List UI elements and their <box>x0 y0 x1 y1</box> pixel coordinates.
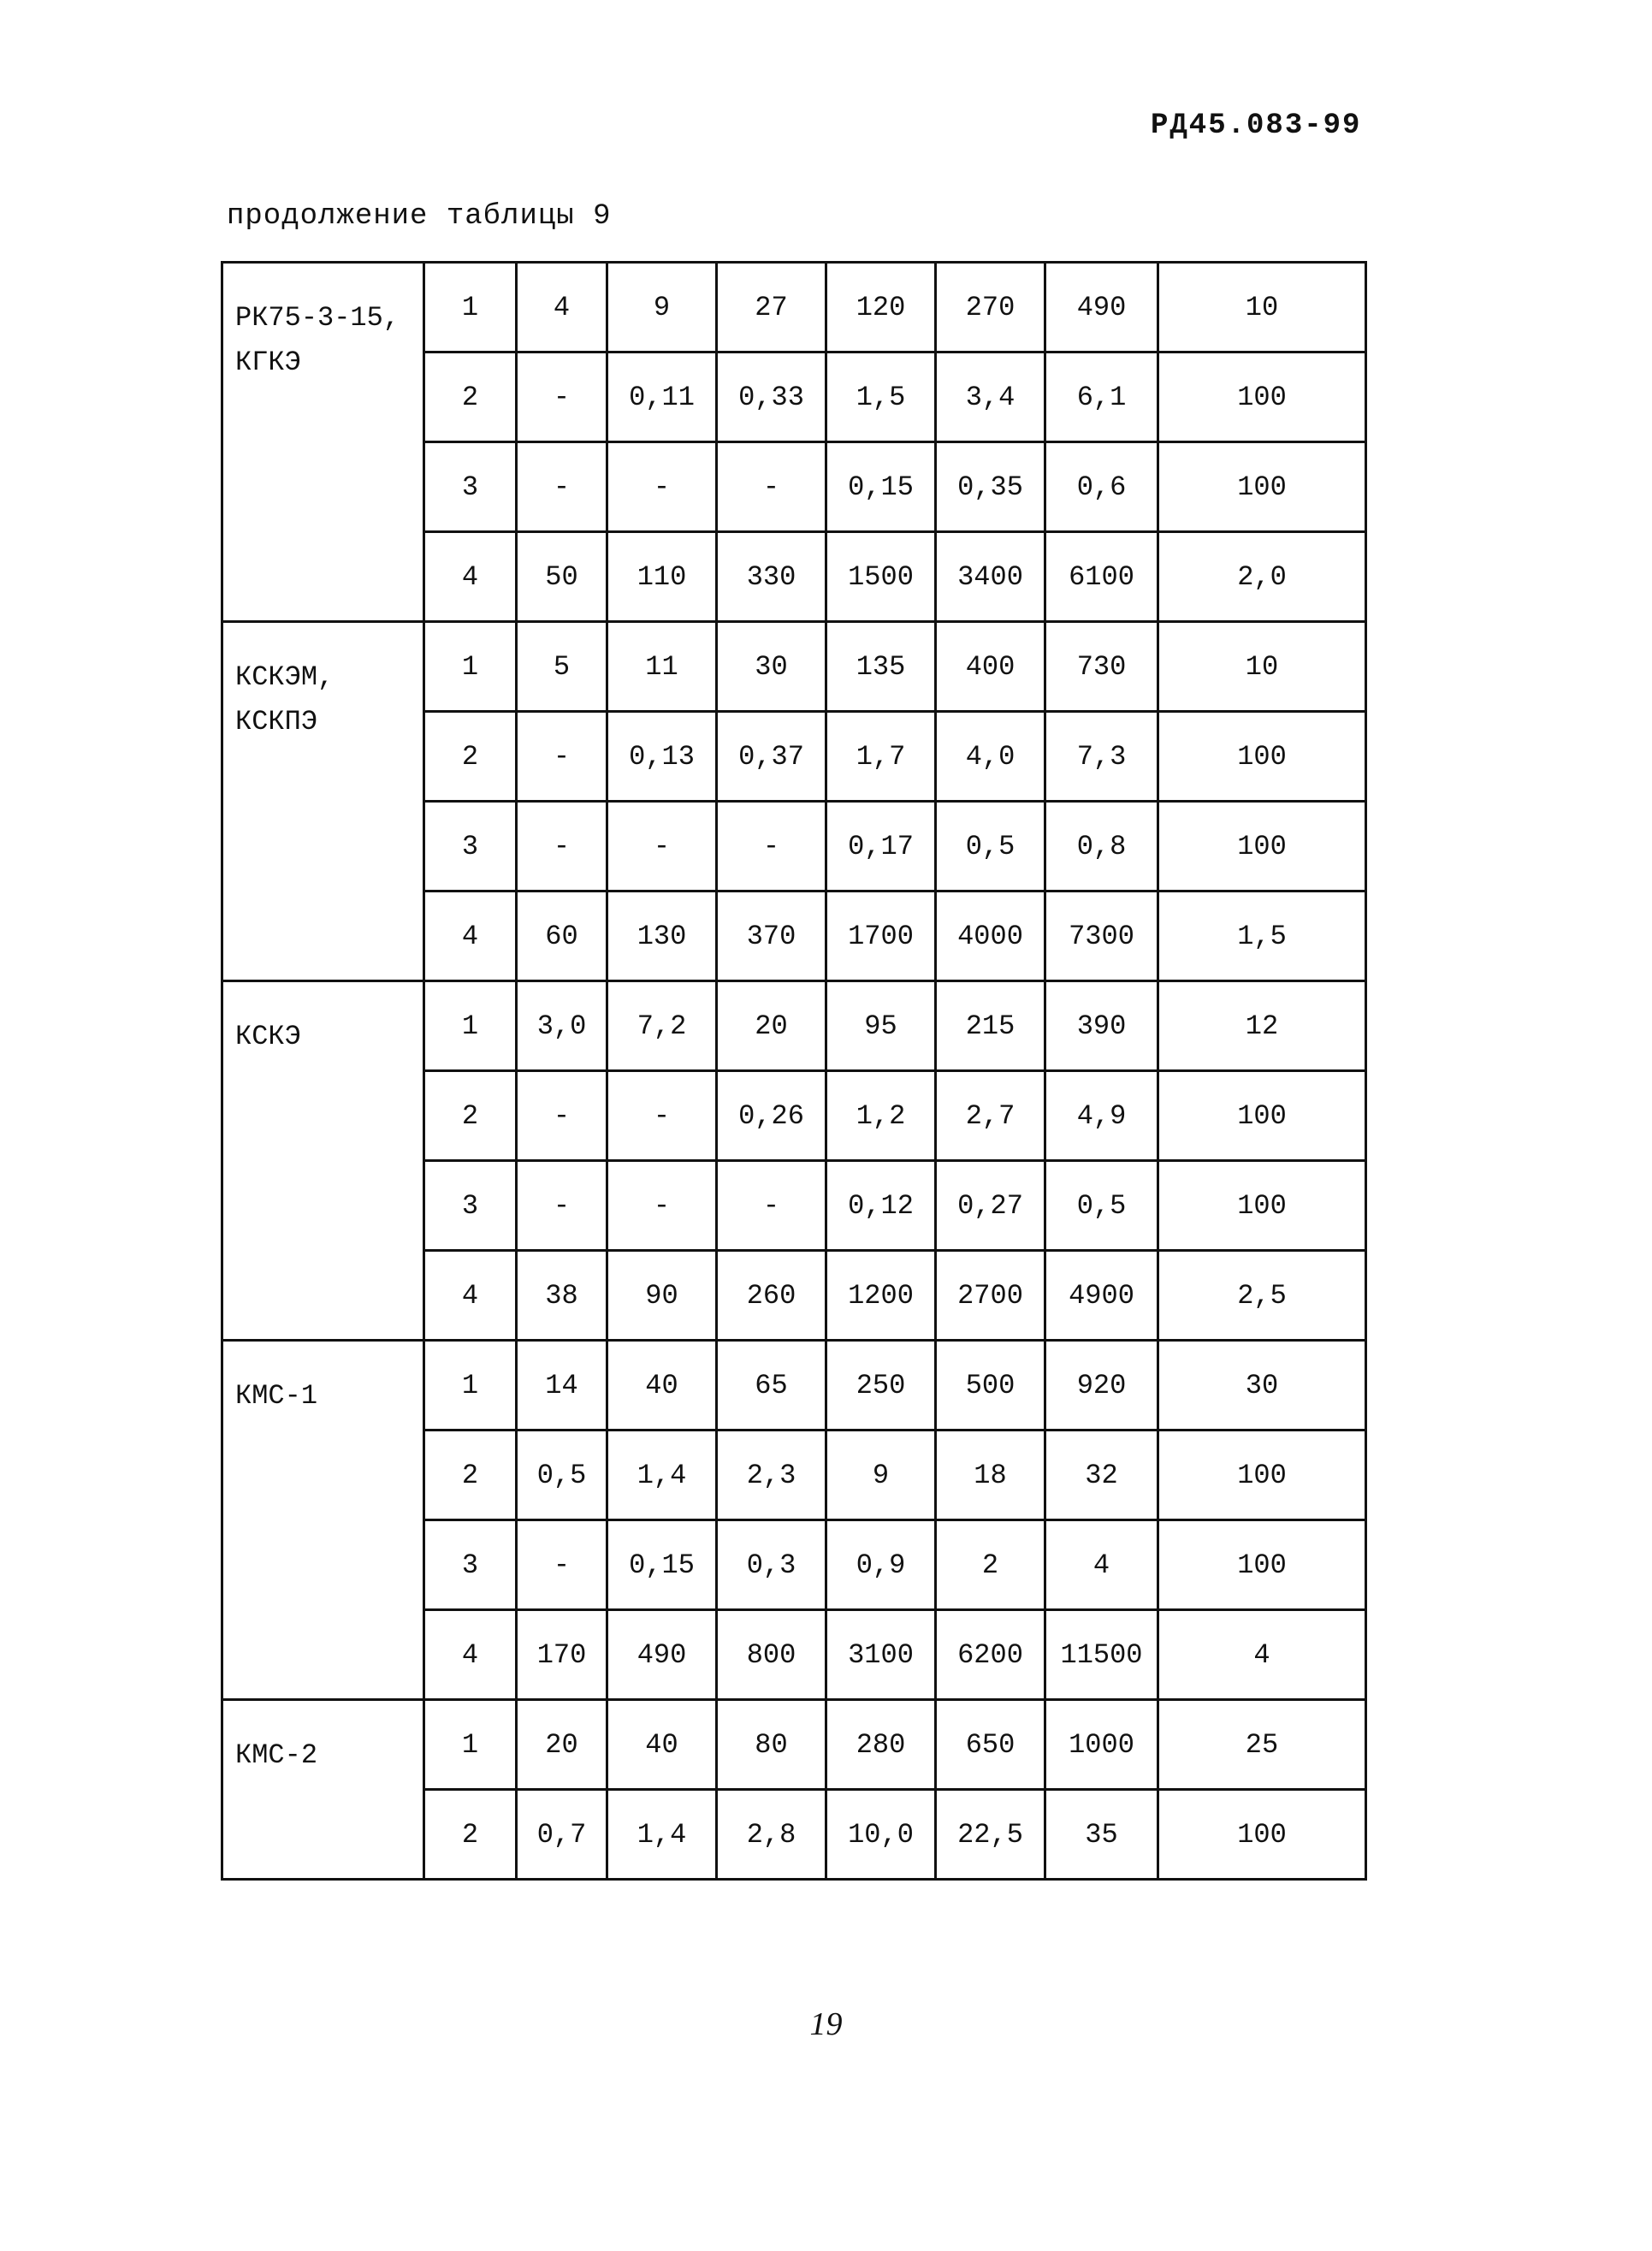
value-cell: 0,17 <box>826 802 936 892</box>
value-cell: 215 <box>936 981 1045 1071</box>
value-cell: 6100 <box>1045 532 1158 622</box>
value-cell: 280 <box>826 1700 936 1790</box>
value-cell: 40 <box>607 1341 717 1431</box>
value-cell: 18 <box>936 1431 1045 1520</box>
value-cell: - <box>517 1520 607 1610</box>
value-cell: 80 <box>717 1700 826 1790</box>
table-row <box>222 622 1366 712</box>
value-cell: - <box>517 802 607 892</box>
value-cell: 490 <box>1045 263 1158 352</box>
row-index-cell: 1 <box>424 263 517 352</box>
value-cell: 1,5 <box>826 352 936 442</box>
value-cell: 95 <box>826 981 936 1071</box>
value-cell: 6200 <box>936 1610 1045 1700</box>
value-cell: 390 <box>1045 981 1158 1071</box>
value-cell: - <box>607 1071 717 1161</box>
row-index-cell: 4 <box>424 1610 517 1700</box>
value-cell: 1000 <box>1045 1700 1158 1790</box>
value-cell: 400 <box>936 622 1045 712</box>
value-cell: 100 <box>1158 712 1366 802</box>
value-cell: 100 <box>1158 1431 1366 1520</box>
value-cell: - <box>517 442 607 532</box>
value-cell: 1,5 <box>1158 892 1366 981</box>
value-cell: 0,33 <box>717 352 826 442</box>
row-index-cell: 3 <box>424 1161 517 1251</box>
cable-type-cell: РК75-3-15, КГКЭ <box>222 263 424 622</box>
value-cell: 3,4 <box>936 352 1045 442</box>
value-cell: 500 <box>936 1341 1045 1431</box>
value-cell: 7,2 <box>607 981 717 1071</box>
value-cell: 4,9 <box>1045 1071 1158 1161</box>
cable-type-cell: КМС-2 <box>222 1700 424 1880</box>
value-cell: 1,4 <box>607 1431 717 1520</box>
table-caption: продолжение таблицы 9 <box>227 200 612 233</box>
value-cell: 90 <box>607 1251 717 1341</box>
value-cell: 20 <box>517 1700 607 1790</box>
value-cell: 100 <box>1158 802 1366 892</box>
value-cell: 650 <box>936 1700 1045 1790</box>
value-cell: 0,8 <box>1045 802 1158 892</box>
value-cell: 10,0 <box>826 1790 936 1880</box>
row-index-cell: 4 <box>424 1251 517 1341</box>
value-cell: 920 <box>1045 1341 1158 1431</box>
value-cell: - <box>517 1161 607 1251</box>
value-cell: 0,15 <box>607 1520 717 1610</box>
value-cell: 6,1 <box>1045 352 1158 442</box>
value-cell: 60 <box>517 892 607 981</box>
value-cell: 0,6 <box>1045 442 1158 532</box>
data-table <box>221 261 1367 1881</box>
value-cell: 3400 <box>936 532 1045 622</box>
table-row <box>222 1700 1366 1790</box>
value-cell: 4 <box>1158 1610 1366 1700</box>
value-cell: 4 <box>517 263 607 352</box>
table-body <box>222 263 1366 1880</box>
table-row <box>222 1341 1366 1431</box>
value-cell: 3100 <box>826 1610 936 1700</box>
value-cell: 38 <box>517 1251 607 1341</box>
value-cell: 0,27 <box>936 1161 1045 1251</box>
row-index-cell: 3 <box>424 442 517 532</box>
value-cell: 100 <box>1158 1520 1366 1610</box>
value-cell: - <box>607 1161 717 1251</box>
value-cell: 100 <box>1158 1071 1366 1161</box>
value-cell: 40 <box>607 1700 717 1790</box>
value-cell: 10 <box>1158 263 1366 352</box>
row-index-cell: 1 <box>424 1341 517 1431</box>
value-cell: 260 <box>717 1251 826 1341</box>
value-cell: 800 <box>717 1610 826 1700</box>
cable-type-cell: КСКЭМ, КСКПЭ <box>222 622 424 981</box>
value-cell: 270 <box>936 263 1045 352</box>
row-index-cell: 1 <box>424 1700 517 1790</box>
row-index-cell: 2 <box>424 1431 517 1520</box>
row-index-cell: 2 <box>424 352 517 442</box>
value-cell: 1500 <box>826 532 936 622</box>
value-cell: 490 <box>607 1610 717 1700</box>
value-cell: 4,0 <box>936 712 1045 802</box>
value-cell: 2,8 <box>717 1790 826 1880</box>
value-cell: 27 <box>717 263 826 352</box>
value-cell: 22,5 <box>936 1790 1045 1880</box>
value-cell: 9 <box>826 1431 936 1520</box>
value-cell: 0,7 <box>517 1790 607 1880</box>
value-cell: 0,11 <box>607 352 717 442</box>
value-cell: 0,37 <box>717 712 826 802</box>
value-cell: 110 <box>607 532 717 622</box>
value-cell: 135 <box>826 622 936 712</box>
value-cell: 1700 <box>826 892 936 981</box>
value-cell: 0,26 <box>717 1071 826 1161</box>
table-row <box>222 981 1366 1071</box>
value-cell: 2,7 <box>936 1071 1045 1161</box>
value-cell: 2,0 <box>1158 532 1366 622</box>
value-cell: 0,12 <box>826 1161 936 1251</box>
value-cell: 2 <box>936 1520 1045 1610</box>
value-cell: 4900 <box>1045 1251 1158 1341</box>
value-cell: 100 <box>1158 1790 1366 1880</box>
value-cell: 65 <box>717 1341 826 1431</box>
value-cell: 170 <box>517 1610 607 1700</box>
value-cell: 120 <box>826 263 936 352</box>
value-cell: - <box>717 802 826 892</box>
value-cell: 730 <box>1045 622 1158 712</box>
value-cell: 370 <box>717 892 826 981</box>
value-cell: 30 <box>1158 1341 1366 1431</box>
row-index-cell: 4 <box>424 532 517 622</box>
row-index-cell: 3 <box>424 802 517 892</box>
value-cell: - <box>517 352 607 442</box>
value-cell: - <box>717 1161 826 1251</box>
row-index-cell: 1 <box>424 622 517 712</box>
value-cell: 130 <box>607 892 717 981</box>
value-cell: 2,3 <box>717 1431 826 1520</box>
document-code: РД45.083-99 <box>1151 110 1362 142</box>
value-cell: 7,3 <box>1045 712 1158 802</box>
value-cell: - <box>607 802 717 892</box>
value-cell: 100 <box>1158 352 1366 442</box>
value-cell: 0,3 <box>717 1520 826 1610</box>
value-cell: 30 <box>717 622 826 712</box>
value-cell: 1,2 <box>826 1071 936 1161</box>
value-cell: 1,4 <box>607 1790 717 1880</box>
value-cell: 20 <box>717 981 826 1071</box>
value-cell: 5 <box>517 622 607 712</box>
value-cell: 0,5 <box>1045 1161 1158 1251</box>
table-row <box>222 263 1366 352</box>
value-cell: 1,7 <box>826 712 936 802</box>
cable-type-cell: КМС-1 <box>222 1341 424 1700</box>
row-index-cell: 2 <box>424 1790 517 1880</box>
value-cell: 7300 <box>1045 892 1158 981</box>
row-index-cell: 2 <box>424 1071 517 1161</box>
value-cell: - <box>517 712 607 802</box>
value-cell: 3,0 <box>517 981 607 1071</box>
page-number: 19 <box>809 2006 843 2042</box>
row-index-cell: 4 <box>424 892 517 981</box>
value-cell: 250 <box>826 1341 936 1431</box>
value-cell: 0,13 <box>607 712 717 802</box>
value-cell: 9 <box>607 263 717 352</box>
value-cell: 1200 <box>826 1251 936 1341</box>
row-index-cell: 1 <box>424 981 517 1071</box>
row-index-cell: 3 <box>424 1520 517 1610</box>
cable-type-cell: КСКЭ <box>222 981 424 1341</box>
value-cell: 11500 <box>1045 1610 1158 1700</box>
value-cell: 32 <box>1045 1431 1158 1520</box>
value-cell: 0,9 <box>826 1520 936 1610</box>
value-cell: 11 <box>607 622 717 712</box>
value-cell: 10 <box>1158 622 1366 712</box>
value-cell: 2,5 <box>1158 1251 1366 1341</box>
value-cell: 0,5 <box>517 1431 607 1520</box>
value-cell: 0,5 <box>936 802 1045 892</box>
value-cell: - <box>517 1071 607 1161</box>
value-cell: 12 <box>1158 981 1366 1071</box>
value-cell: 100 <box>1158 442 1366 532</box>
value-cell: 0,15 <box>826 442 936 532</box>
row-index-cell: 2 <box>424 712 517 802</box>
value-cell: 14 <box>517 1341 607 1431</box>
value-cell: 35 <box>1045 1790 1158 1880</box>
value-cell: 0,35 <box>936 442 1045 532</box>
value-cell: 50 <box>517 532 607 622</box>
value-cell: 25 <box>1158 1700 1366 1790</box>
value-cell: - <box>717 442 826 532</box>
value-cell: 100 <box>1158 1161 1366 1251</box>
value-cell: 4 <box>1045 1520 1158 1610</box>
value-cell: 4000 <box>936 892 1045 981</box>
value-cell: - <box>607 442 717 532</box>
value-cell: 2700 <box>936 1251 1045 1341</box>
value-cell: 330 <box>717 532 826 622</box>
